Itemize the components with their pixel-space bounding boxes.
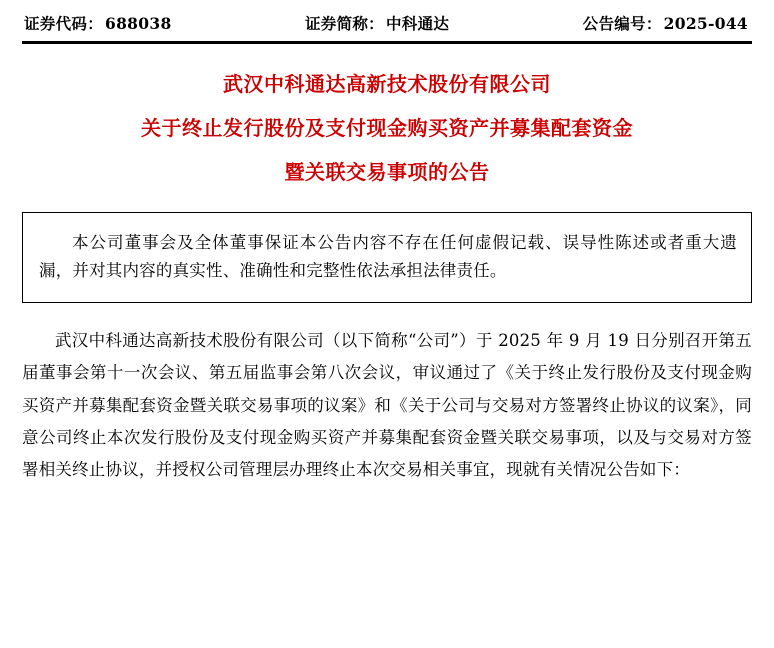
body-paragraph: 武汉中科通达高新技术股份有限公司（以下简称“公司”）于 2025 年 9 月 19 日分别召开第五届董事会第十一次会议、第五届监事会第八次会议，审议通过了《关于终止发行股份及支付现金购买资产并募集配套资金暨关联交易事项的议案》和《关于公司与交易对方签署终止协议的议案》，同意公司终止本次发行股份及支付现金购买资产并募集配套资金暨关联交易事项，以及与交易对方签署相关终止协议，并授权公司管理层办理终止本次交易相关事宜，现就有关情况公告如下： (22, 331, 752, 479)
disclaimer-text: 本公司董事会及全体董事保证本公告内容不存在任何虚假记载、误导性陈述或者重大遗漏，并对其内容的真实性、准确性和完整性依法承担法律责任。 (39, 232, 737, 281)
security-code-value: 688038 (105, 14, 172, 33)
notice-number-label: 公告编号： (582, 14, 662, 33)
document-header (22, 0, 752, 34)
title-line-company: 武汉中科通达高新技术股份有限公司 (223, 71, 551, 96)
security-abbr-value: 中科通达 (386, 14, 450, 33)
disclaimer-box (22, 212, 752, 304)
header-divider (22, 41, 752, 44)
document-title (22, 71, 752, 184)
security-code-label: 证券代码： (24, 14, 104, 33)
notice-number (583, 12, 748, 34)
security-abbr (305, 12, 449, 34)
title-line-suffix: 暨关联交易事项的公告 (284, 159, 490, 184)
title-line-subject: 关于终止发行股份及支付现金购买资产并募集配套资金 (141, 115, 633, 140)
body-section (22, 325, 752, 486)
notice-number-value: 2025-044 (663, 14, 748, 33)
security-code (24, 12, 172, 34)
security-abbr-label: 证券简称： (304, 14, 384, 33)
